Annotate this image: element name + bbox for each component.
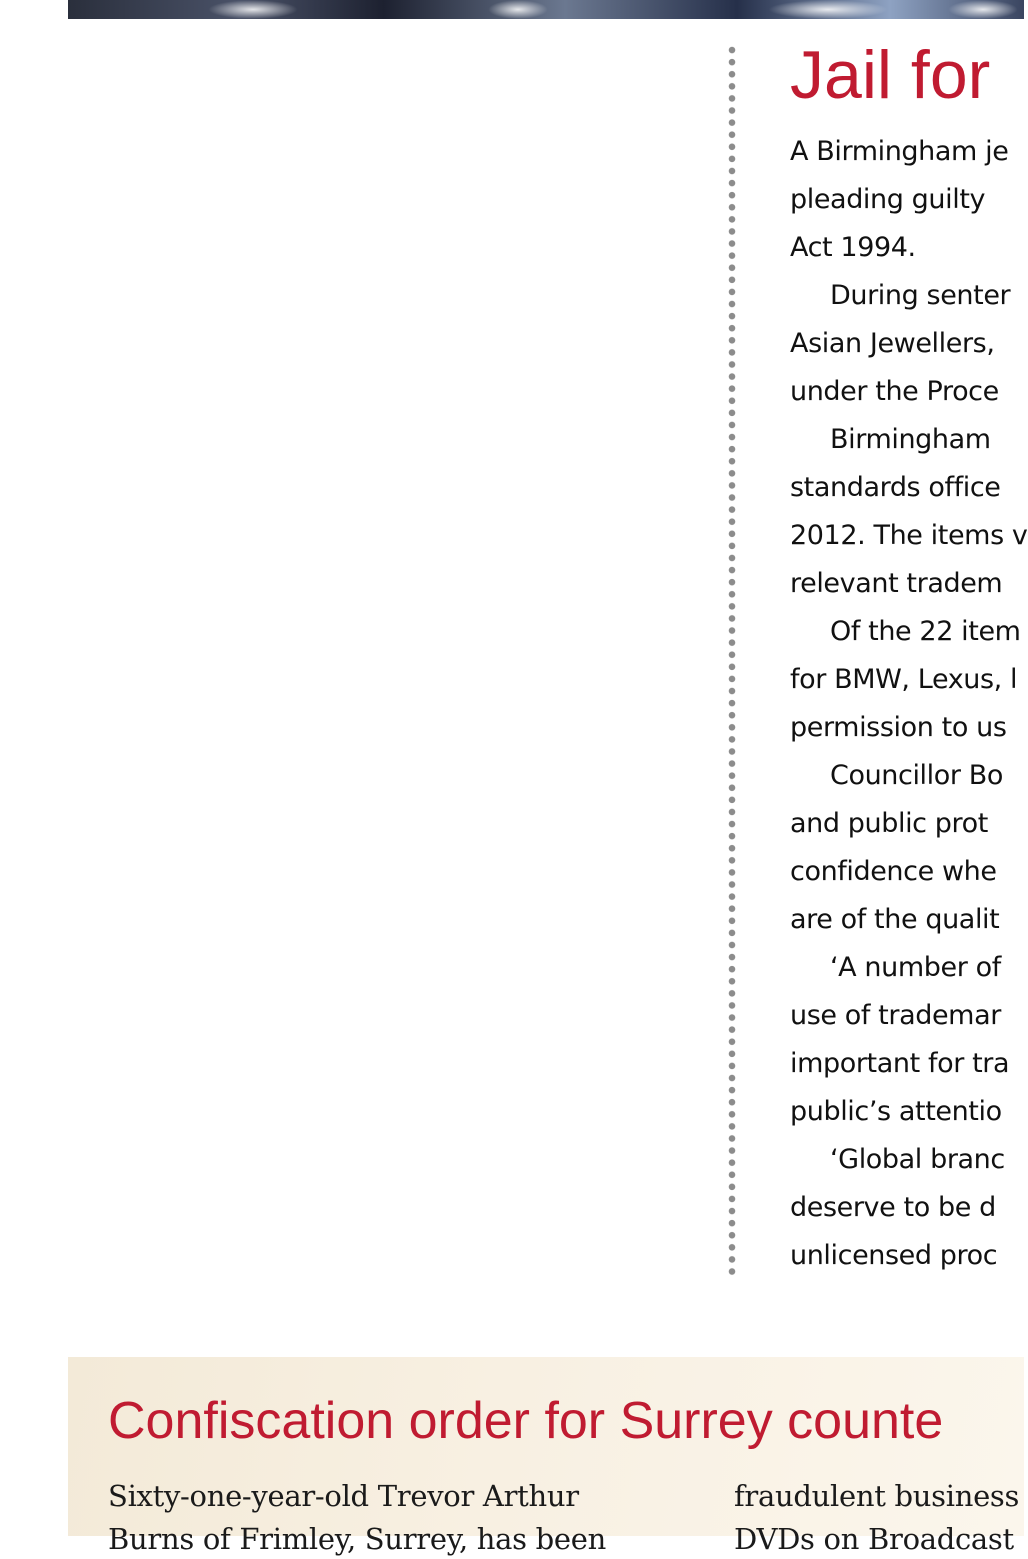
article-body-line: Act 1994. [790,232,916,263]
article-body-line: relevant tradem [790,568,1003,599]
sidebar-story-headline: Confiscation order for Surrey counte [108,1392,944,1450]
article-body-line: Of the 22 item [830,616,1021,647]
sidebar-story-col2-line1: fraudulent business [734,1479,1020,1513]
article-body-line: pleading guilty [790,184,986,215]
sidebar-story-col1-line2: Burns of Frimley, Surrey, has been [108,1522,607,1556]
dotted-column-divider [728,44,736,1278]
article-body-line: Asian Jewellers, [790,328,995,359]
article-body-line: are of the qualit [790,904,1000,935]
article-body-line: Birmingham [830,424,991,455]
article-body-line: deserve to be d [790,1192,996,1223]
article-body-line: public’s attentio [790,1096,1002,1127]
article-body-line: 2012. The items v [790,520,1028,551]
article-body-line: use of trademar [790,1000,1001,1031]
sidebar-story-box [68,1357,1024,1556]
article-body-line: ‘Global branc [830,1144,1005,1175]
header-photo-strip [68,0,1024,19]
article-body-line: Councillor Bo [830,760,1003,791]
sidebar-story-col2-line2: DVDs on Broadcast [734,1522,1014,1556]
article-body-line: A Birmingham je [790,136,1009,167]
article-column [790,30,1028,1280]
article-body-line: important for tra [790,1048,1010,1079]
article-body-line: confidence whe [790,856,997,887]
article-body-line: During senter [830,280,1011,311]
article-body-line: standards office [790,472,1001,503]
article-body [790,128,1028,1280]
article-body-line: for BMW, Lexus, l [790,664,1018,695]
article-body-line: permission to us [790,712,1007,743]
article-body-line: unlicensed proc [790,1240,998,1271]
article-body-line: ‘A number of [830,952,1001,983]
article-body-line: and public prot [790,808,988,839]
sidebar-story-col1-line1: Sixty-one-year-old Trevor Arthur [108,1479,579,1513]
article-headline: Jail for [790,37,991,113]
article-body-line: under the Proce [790,376,999,407]
